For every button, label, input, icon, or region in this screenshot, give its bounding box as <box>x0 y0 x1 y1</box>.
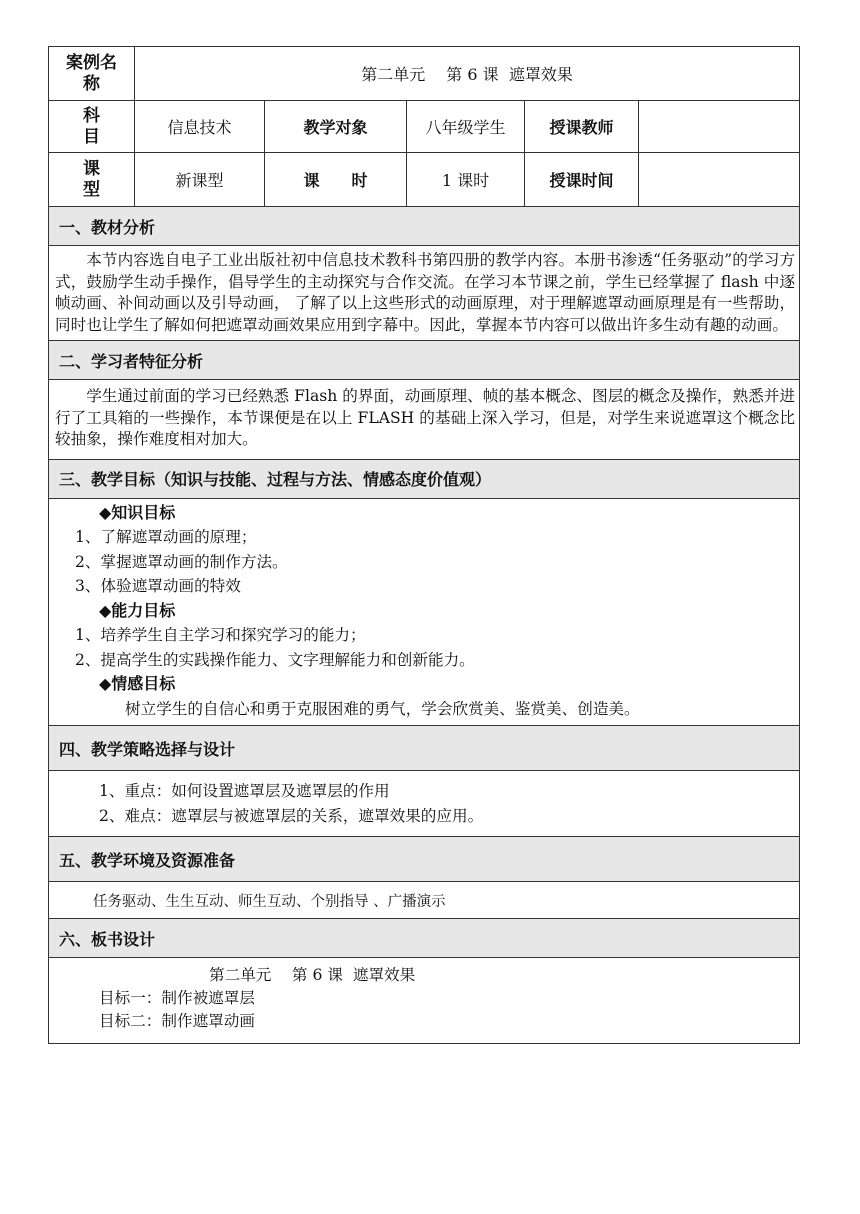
subject-label: 科目 <box>49 101 135 153</box>
section-6-title: 六、板书设计 <box>49 919 800 958</box>
section-5-title: 五、教学环境及资源准备 <box>49 837 800 882</box>
section-1-body <box>49 246 800 341</box>
hours-value: 1 课时 <box>407 153 525 207</box>
section-1-body-row <box>49 246 800 341</box>
emotion-text: 树立学生的自信心和勇于克服困难的勇气，学会欣赏美、鉴赏美、创造美。 <box>125 699 640 718</box>
section-3-body-row <box>49 498 800 726</box>
subject-row <box>49 101 800 153</box>
section-2-title-row <box>49 341 800 380</box>
section-6-body <box>49 958 800 1044</box>
section-3-title: 三、教学目标（知识与技能、过程与方法、情感态度价值观） <box>49 459 800 498</box>
lesson-plan-page <box>48 46 799 1044</box>
time-label: 授课时间 <box>525 153 639 207</box>
board-line-3: 目标二：制作遮罩动画 <box>99 1012 255 1030</box>
section-6-body-row <box>49 958 800 1044</box>
ability-item-2: 2、提高学生的实践操作能力、文字理解能力和创新能力。 <box>75 650 475 669</box>
type-label: 课型 <box>49 153 135 207</box>
type-value: 新课型 <box>135 153 265 207</box>
board-line-1: 第二单元 第 6 课 遮罩效果 <box>209 966 416 984</box>
knowledge-item-2: 2、掌握遮罩动画的制作方法。 <box>75 552 288 571</box>
case-name-label: 案例名称 <box>49 47 135 101</box>
section-1-title-row <box>49 207 800 246</box>
knowledge-item-1: 1、了解遮罩动画的原理； <box>75 528 257 546</box>
section-2-title: 二、学习者特征分析 <box>49 341 800 380</box>
case-name-value: 第二单元 第 6 课 遮罩效果 <box>135 47 800 101</box>
strategy-item-2: 2、难点：遮罩层与被遮罩层的关系，遮罩效果的应用。 <box>99 806 484 825</box>
section-5-text: 任务驱动、生生互动、师生互动、个别指导 、广播演示 <box>49 882 800 919</box>
section-4-body-row <box>49 771 800 837</box>
teacher-value <box>639 101 800 153</box>
board-line-2: 目标一：制作被遮罩层 <box>99 989 255 1007</box>
teacher-label: 授课教师 <box>525 101 639 153</box>
section-2-body <box>49 380 800 460</box>
hours-label: 课 时 <box>265 153 407 207</box>
strategy-item-1: 1、重点：如何设置遮罩层及遮罩层的作用 <box>99 782 390 800</box>
lesson-plan-table <box>48 46 800 1044</box>
subject-value: 信息技术 <box>135 101 265 153</box>
time-value <box>639 153 800 207</box>
section-3-body <box>49 498 800 726</box>
audience-label: 教学对象 <box>265 101 407 153</box>
section-4-title: 四、教学策略选择与设计 <box>49 726 800 771</box>
section-5-title-row <box>49 837 800 882</box>
section-4-body <box>49 771 800 837</box>
section-5-body-row <box>49 882 800 919</box>
knowledge-heading: ◆知识目标 <box>99 502 176 522</box>
section-1-text: 本节内容选自电子工业出版社初中信息技术教科书第四册的教学内容。本册书渗透“任务驱动”的学习方式，鼓励学生动手操作，倡导学生的主动探究与合作交流。在学习本节课之前，学生已经掌握了 flash 中逐帧动画、补间动画以及引导动画， 了解了以上这些形式的动画原理，对于理解遮罩动画原理是有一些帮助，同时也让学生了解如何把遮罩动画效果应用到字幕中。因此，掌握本节内容可以做出许多生动有趣的动画。 <box>55 251 796 334</box>
section-1-title: 一、教材分析 <box>49 207 800 246</box>
section-3-title-row <box>49 459 800 498</box>
section-6-title-row <box>49 919 800 958</box>
knowledge-item-3: 3、体验遮罩动画的特效 <box>75 577 241 595</box>
audience-value: 八年级学生 <box>407 101 525 153</box>
type-row <box>49 153 800 207</box>
ability-item-1: 1、培养学生自主学习和探究学习的能力； <box>75 626 366 644</box>
section-4-title-row <box>49 726 800 771</box>
emotion-heading: ◆情感目标 <box>99 674 176 693</box>
case-name-row <box>49 47 800 101</box>
section-2-body-row <box>49 380 800 460</box>
section-2-text: 学生通过前面的学习已经熟悉 Flash 的界面，动画原理、帧的基本概念、图层的概念及操作，熟悉并进行了工具箱的一些操作，本节课便是在以上 FLASH 的基础上深入学习，但是，对学生来说遮罩这个概念比较抽象，操作难度相对加大。 <box>55 387 796 448</box>
ability-heading: ◆能力目标 <box>99 600 176 620</box>
